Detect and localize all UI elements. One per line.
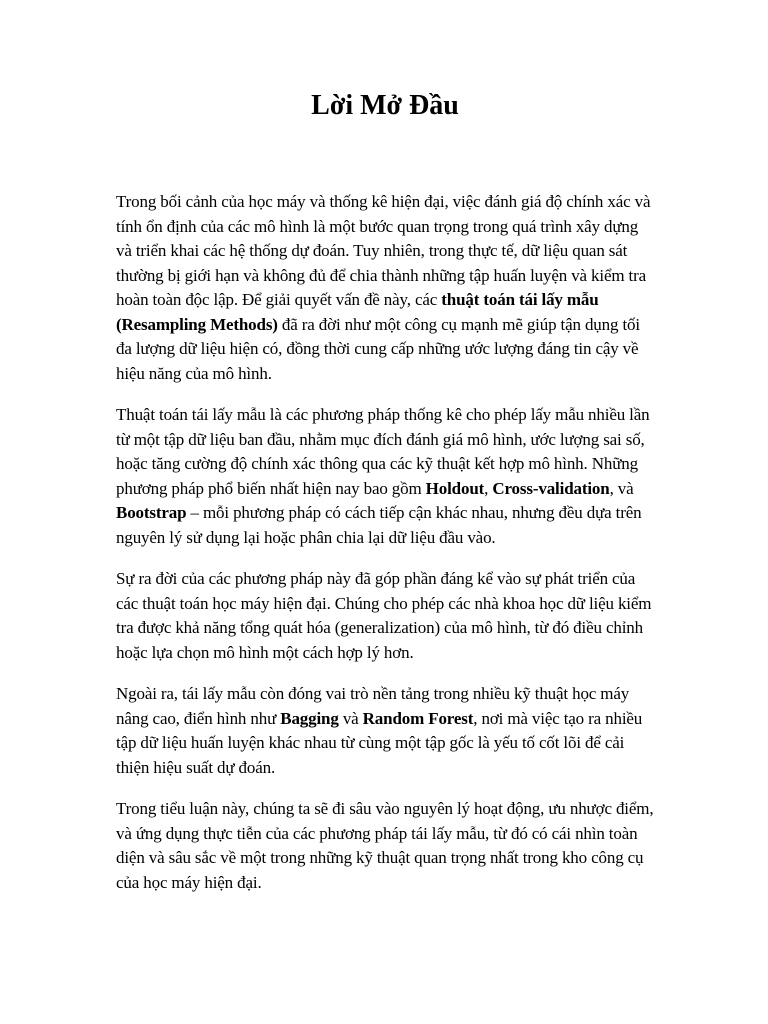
paragraph-definition	[116, 403, 654, 550]
page-title: Lời Mở Đầu	[311, 90, 459, 121]
text-segment: Ngoài ra, tái lấy mẫu còn đóng vai trò nền tảng trong nhiều kỹ thuật học máy nâng cao, điển hình như	[116, 684, 630, 728]
text-segment: – mỗi phương pháp có cách tiếp cận khác nhau, nhưng đều dựa trên nguyên lý sử dụng lại hoặc phân chia lại dữ liệu đầu vào.	[116, 503, 642, 547]
text-segment: đã ra đời như một công cụ mạnh mẽ giúp tận dụng tối đa lượng dữ liệu hiện có, đồng thời cung cấp những ước lượng đáng tin cậy về hiệu năng của mô hình.	[116, 314, 640, 383]
text-segment: , nơi mà việc tạo ra nhiều tập dữ liệu huấn luyện khác nhau từ cùng một tập gốc là yếu tố cốt lõi để cải thiện hiệu suất dự đoán.	[116, 708, 643, 777]
document-body	[116, 190, 654, 895]
paragraph-intro	[116, 190, 654, 386]
text-segment: Thuật toán tái lấy mẫu là các phương pháp thống kê cho phép lấy mẫu nhiều lần từ một tập dữ liệu ban đầu, nhằm mục đích đánh giá mô hình, ước lượng sai số, hoặc tăng cường độ chính xác thông qua các kỹ thuật kết hợp mô hình. Những phương pháp phổ biến nhất hiện nay bao gồm	[116, 405, 650, 498]
text-segment: ,	[484, 478, 493, 498]
paragraph-applications	[116, 682, 654, 780]
bold-term-random-forest: Random Forest	[362, 708, 474, 728]
text-segment: Sự ra đời của các phương pháp này đã góp phần đáng kể vào sự phát triển của các thuật toán học máy hiện đại. Chúng cho phép các nhà khoa học dữ liệu kiểm tra được khả năng tổng quát hóa (generalization) của mô hình, từ đó điều chỉnh hoặc lựa chọn mô hình một cách hợp lý hơn.	[116, 569, 652, 662]
text-segment: , và	[609, 478, 634, 498]
text-segment: và	[338, 708, 363, 728]
bold-term-resampling-methods: thuật toán tái lấy mẫu (Resampling Methods)	[116, 290, 599, 334]
bold-term-bootstrap: Bootstrap	[116, 503, 187, 522]
bold-term-cross-validation: Cross-validation	[492, 478, 610, 498]
paragraph-significance	[116, 567, 654, 665]
text-segment: Trong tiểu luận này, chúng ta sẽ đi sâu vào nguyên lý hoạt động, ưu nhược điểm, và ứng dụng thực tiễn của các phương pháp tái lấy mẫu, từ đó có cái nhìn toàn diện và sâu sắc về một trong những kỹ thuật quan trọng nhất trong kho công cụ của học máy hiện đại.	[116, 799, 654, 892]
bold-term-bagging: Bagging	[280, 708, 339, 728]
document-page	[116, 86, 654, 912]
bold-term-holdout: Holdout	[425, 478, 485, 498]
text-segment: Trong bối cảnh của học máy và thống kê hiện đại, việc đánh giá độ chính xác và tính ổn định của các mô hình là một bước quan trọng trong quá trình xây dựng và triển khai các hệ thống dự đoán. Tuy nhiên, trong thực tế, dữ liệu quan sát thường bị giới hạn và không đủ để chia thành những tập huấn luyện và kiểm tra hoàn toàn độc lập. Để giải quyết vấn đề này, các	[116, 192, 651, 309]
paragraph-scope	[116, 797, 654, 895]
